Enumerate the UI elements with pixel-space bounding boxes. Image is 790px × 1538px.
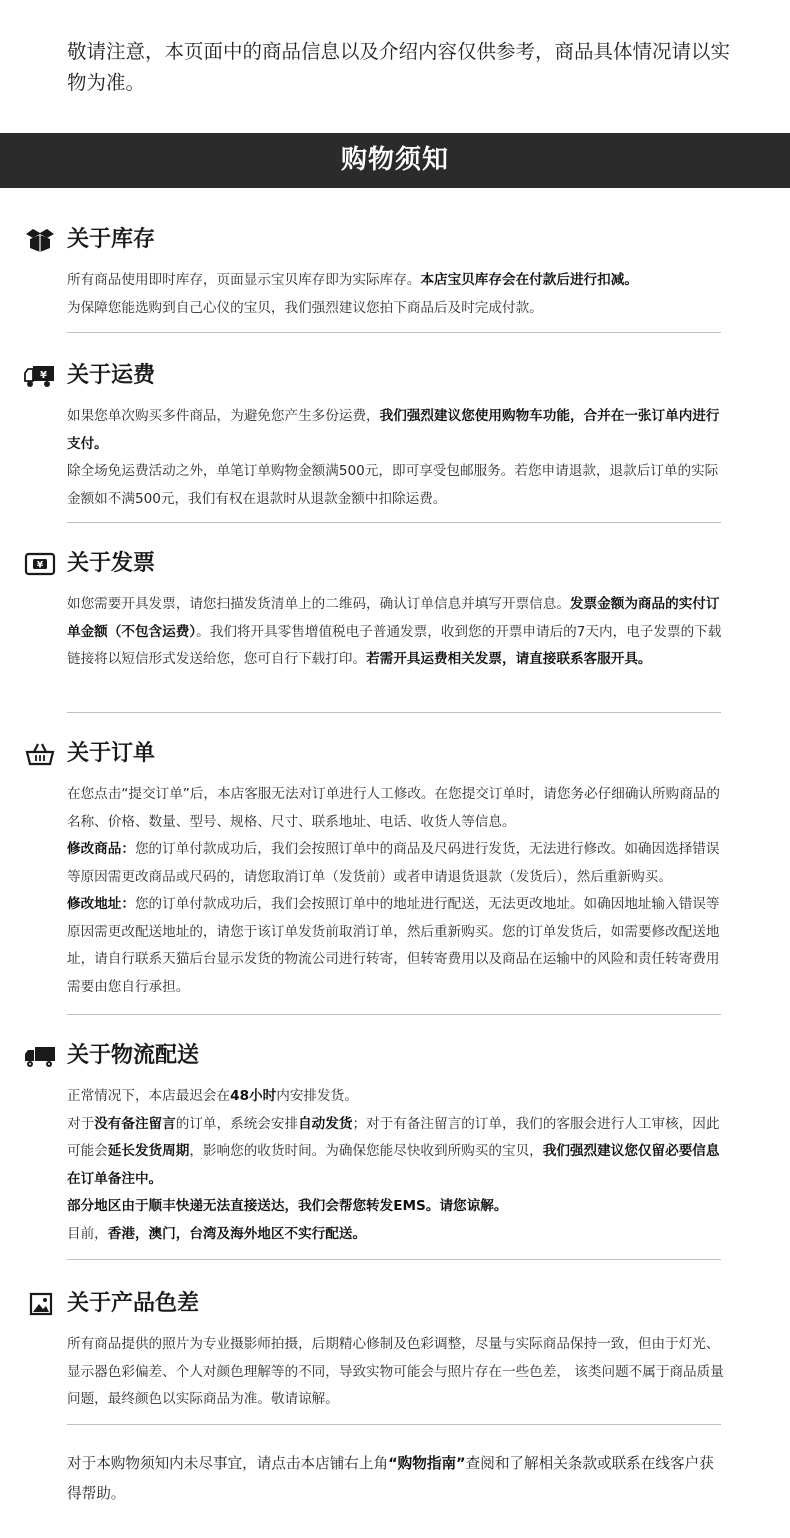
body-text: 除全场免运费活动之外，单笔订单购物金额满500元，即可享受包邮服务。若您申请退款，退款后订单的实际金额如不满500元，我们有权在退款时从退款金额中扣除运费。: [67, 463, 719, 507]
body-text: ，影响您的收货时间。为确保您能尽快收到所购买的宝贝，: [189, 1143, 543, 1159]
body-text: 对于本购物须知内未尽事宜，请点击本店铺右上角: [67, 1455, 389, 1472]
bold-text: 香港，澳门，台湾及海外地区不实行配送。: [107, 1225, 367, 1242]
bold-text: 修改商品：: [67, 841, 135, 857]
body-text: 对于: [67, 1115, 95, 1132]
bold-text: “购物指南”: [388, 1455, 466, 1472]
divider: [67, 1424, 721, 1425]
divider: [67, 712, 721, 713]
bold-text: 没有备注留言: [94, 1115, 176, 1132]
section-paragraph: [67, 891, 727, 1001]
section-paragraph: [67, 1221, 727, 1249]
section-title: 关于发票: [67, 551, 156, 576]
section-paragraph: [67, 458, 727, 513]
section-logistics: [0, 1037, 790, 1248]
section-color-difference: [0, 1285, 790, 1414]
section-paragraph: [67, 1193, 727, 1221]
delivery-truck-icon: [24, 1043, 56, 1069]
body-text: 。我们将开具零售增值税电子普通发票，收到您的开票申请后的7天内，电子发票的下载链接将以短信形式发送给您，您可自行下载打印。: [67, 623, 722, 667]
bold-text: 若需开具运费相关发票，请直接联系客服开具。: [366, 651, 652, 667]
image-photo-icon: [24, 1291, 56, 1317]
bold-text: 48小时: [230, 1088, 277, 1104]
bold-text: 自动发货: [298, 1115, 353, 1132]
section-body: [67, 403, 727, 513]
body-text: 您的订单付款成功后，我们会按照订单中的商品及尺码进行发货，无法进行修改。如确因选择错误等原因需更改商品或尺码的，请您取消订单（发货前）或者申请退货退款（发货后），然后重新购买。: [67, 841, 720, 885]
body-text: 所有商品使用即时库存，页面显示宝贝库存即为实际库存。: [67, 272, 421, 288]
section-title: 关于产品色差: [67, 1291, 200, 1316]
section-paragraph: [67, 295, 727, 323]
section-body: [67, 591, 727, 674]
body-text: 为保障您能选购到自己心仪的宝贝，我们强烈建议您拍下商品后及时完成付款。: [67, 299, 543, 316]
section-paragraph: [67, 836, 727, 891]
divider: [67, 522, 721, 523]
section-paragraph: [67, 267, 727, 295]
body-text: 的订单，系统会安排: [175, 1115, 299, 1132]
section-title: 关于订单: [67, 741, 156, 766]
section-shipping-fee: [0, 357, 790, 513]
section-body: [67, 267, 727, 322]
section-paragraph: [67, 1111, 727, 1194]
body-text: 在您点击“提交订单”后，本店客服无法对订单进行人工修改。在您提交订单时，请您务必仔细确认所购商品的名称、价格、数量、型号、规格、尺寸、联系地址、电话、收货人等信息。: [67, 786, 720, 830]
shipping-fee-truck-icon: [24, 363, 56, 389]
box-icon: [24, 227, 56, 253]
body-text: 如果您单次购买多件商品，为避免您产生多份运费，: [67, 408, 380, 424]
footer-help-text: [67, 1449, 727, 1509]
section-body: [67, 781, 727, 1001]
section-paragraph: [67, 591, 727, 674]
shopping-notice-banner: 购物须知: [0, 133, 790, 188]
notice-text: 敬请注意，本页面中的商品信息以及介绍内容仅供参考，商品具体情况请以实物为准。: [67, 40, 731, 94]
shopping-basket-icon: [24, 741, 56, 767]
bold-text: 本店宝贝库存会在付款后进行扣减。: [420, 272, 638, 288]
body-text: 查阅和了解相关条款或联系在线客户获得帮助。: [67, 1455, 714, 1502]
section-paragraph: [67, 781, 727, 836]
bold-text: 延长发货周期: [107, 1143, 190, 1159]
body-text: 目前，: [67, 1225, 108, 1242]
section-title: 关于运费: [67, 363, 156, 388]
body-text: 正常情况下，本店最迟会在: [67, 1088, 231, 1104]
bold-text: 发票金额为商品的实付订单金额（不包含运费）: [67, 596, 720, 640]
svg-text:¥: ¥: [36, 560, 44, 571]
body-text: 如您需要开具发票，请您扫描发货清单上的二维码，确认订单信息并填写开票信息。: [67, 596, 570, 612]
divider: [67, 1259, 721, 1260]
section-inventory: [0, 221, 790, 322]
bold-text: 部分地区由于顺丰快递无法直接送达，我们会帮您转发EMS。请您谅解。: [67, 1198, 508, 1214]
bold-text: 修改地址：: [67, 896, 135, 912]
divider: [67, 1014, 721, 1015]
divider: [67, 332, 721, 333]
bold-text: 我们强烈建议您仅留必要信息在订单备注中。: [67, 1143, 720, 1187]
section-orders: [0, 735, 790, 1001]
section-body: [67, 1331, 727, 1414]
body-text: ；对于有备注留言的订单，我们的客服会进行人工审核，因此可能会: [67, 1115, 720, 1159]
section-title: 关于库存: [67, 227, 156, 252]
svg-text:¥: ¥: [40, 370, 47, 381]
section-paragraph: [67, 1331, 727, 1414]
invoice-yen-icon: [24, 551, 56, 577]
body-text: 内安排发货。: [276, 1088, 358, 1104]
section-paragraph: [67, 403, 727, 458]
body-text: 您的订单付款成功后，我们会按照订单中的地址进行配送，无法更改地址。如确因地址输入错误等原因需更改配送地址的，请您于该订单发货前取消订单，然后重新购买。您的订单发货后，如需要修改配送地址，请自行联系天猫后台显示发货的物流公司进行转寄，但转寄费用以及商品在运输中的风险和责任转寄费用需要由您自行承担。: [67, 896, 720, 995]
section-body: [67, 1083, 727, 1248]
bold-text: 我们强烈建议您使用购物车功能，合并在一张订单内进行支付。: [67, 408, 720, 452]
body-text: 所有商品提供的照片为专业摄影师拍摄，后期精心修制及色彩调整，尽量与实际商品保持一致，但由于灯光、显示器色彩偏差、个人对颜色理解等的不同，导致实物可能会与照片存在一些色差， 该类问题不属于商品质量问题，最终颜色以实际商品为准。敬请谅解。: [67, 1336, 724, 1407]
section-paragraph: [67, 1083, 727, 1111]
section-title: 关于物流配送: [67, 1043, 200, 1068]
section-invoice: [0, 545, 790, 674]
